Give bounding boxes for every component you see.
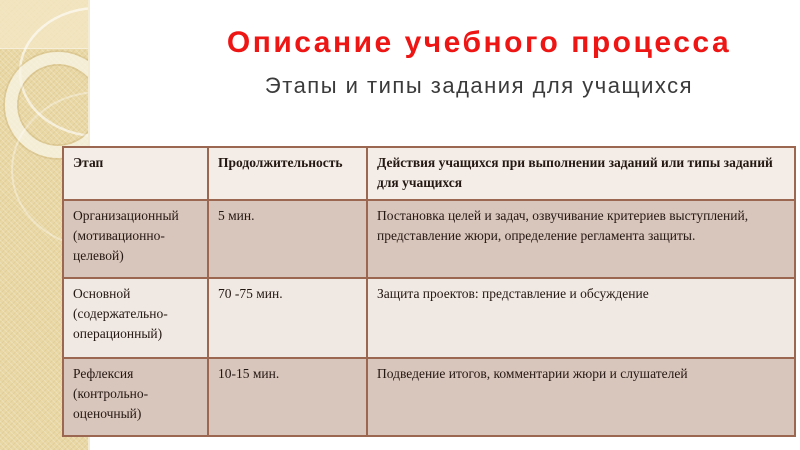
slide-title: Описание учебного процесса [226, 26, 732, 59]
slide-subtitle: Этапы и типы задания для учащихся [264, 73, 694, 98]
column-header-stage: Этап [63, 147, 208, 200]
duration-cell: 5 мин. [208, 200, 367, 278]
duration-cell: 70 -75 мин. [208, 278, 367, 358]
actions-cell: Защита проектов: представление и обсуждение [367, 278, 795, 358]
slide-heading [88, 26, 800, 99]
table-row-reflection [63, 358, 795, 436]
actions-cell: Подведение итогов, комментарии жюри и слушателей [367, 358, 795, 436]
stage-cell: Основной (содержательно-операционный) [63, 278, 208, 358]
stage-cell: Организационный (мотивационно-целевой) [63, 200, 208, 278]
stage-cell: Рефлексия (контрольно-оценочный) [63, 358, 208, 436]
table-header-row [63, 147, 795, 200]
table-row-organizational [63, 200, 795, 278]
stages-table [62, 146, 796, 437]
column-header-duration: Продолжительность [208, 147, 367, 200]
table-row-main [63, 278, 795, 358]
column-header-actions: Действия учащихся при выполнении заданий или типы заданий для учащихся [367, 147, 795, 200]
actions-cell: Постановка целей и задач, озвучивание критериев выступлений, представление жюри, определение регламента защиты. [367, 200, 795, 278]
duration-cell: 10-15 мин. [208, 358, 367, 436]
